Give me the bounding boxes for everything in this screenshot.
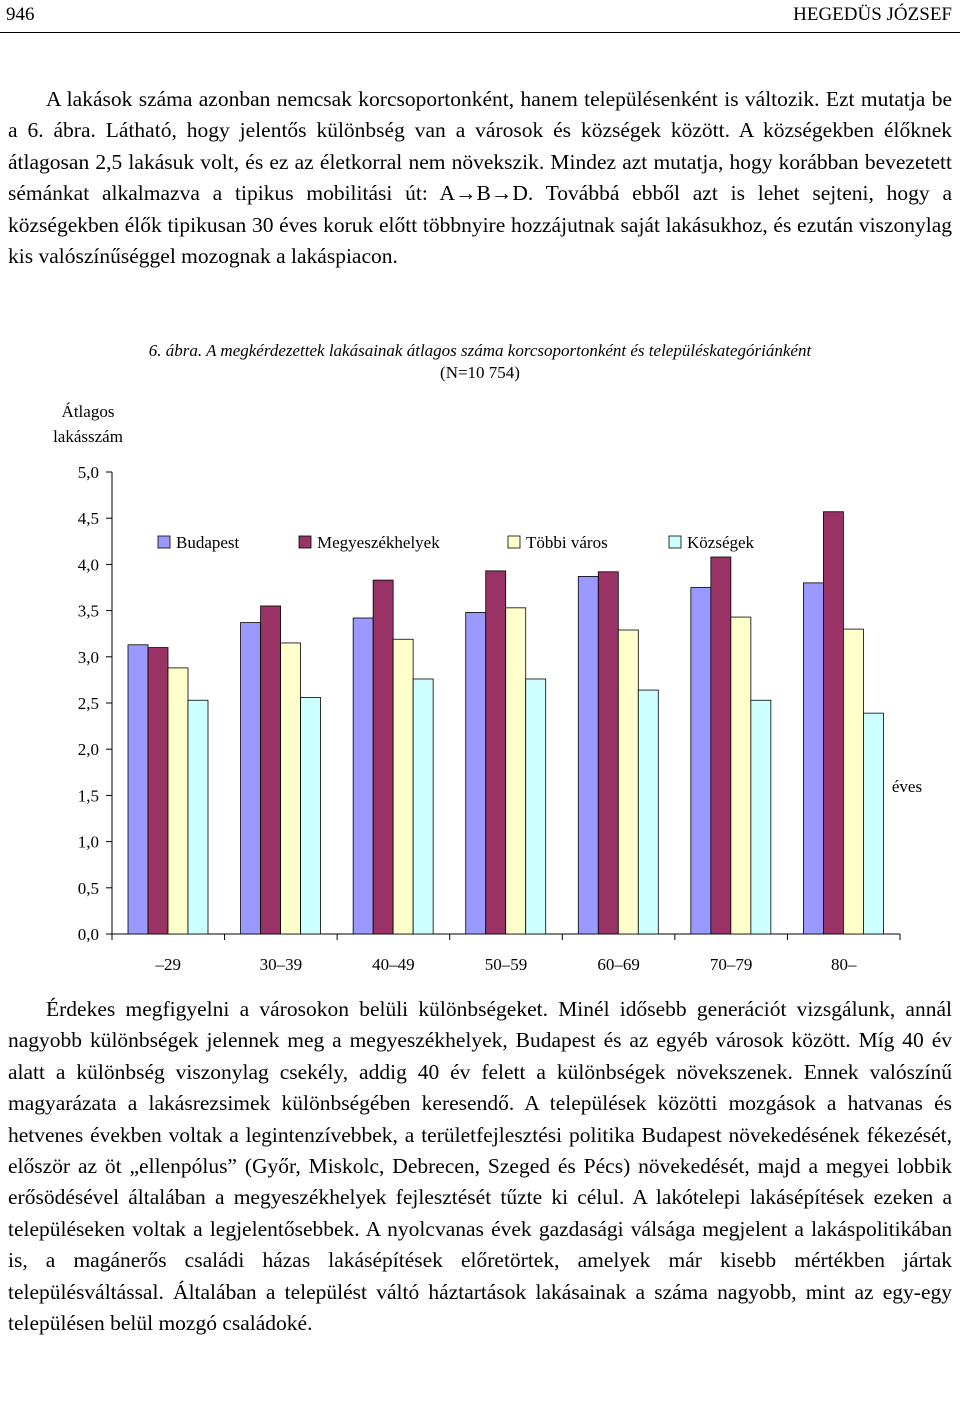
bar: [823, 512, 843, 934]
bar: [506, 608, 526, 934]
bar: [578, 576, 598, 934]
y-tick-label: 3,5: [77, 601, 99, 621]
legend-label: Budapest: [176, 533, 240, 552]
y-tick-label: 1,0: [77, 832, 99, 852]
bar: [148, 648, 168, 934]
x-tick-label: 70–79: [709, 955, 753, 974]
header-rule: [0, 32, 960, 33]
figure-caption: [0, 340, 960, 384]
y-tick-label: 2,5: [77, 694, 99, 713]
y-tick-label: 5,0: [77, 463, 99, 482]
page-header: [0, 0, 960, 34]
bar: [168, 668, 188, 934]
y-axis-label-line1: Átlagos: [61, 402, 115, 421]
page-number: 946: [6, 4, 35, 25]
bar: [731, 617, 751, 934]
bar: [526, 679, 546, 934]
figure-subtitle: (N=10 754): [440, 363, 520, 382]
bar: [281, 643, 301, 934]
bar-chart-svg: [0, 390, 960, 990]
bar-chart: [0, 390, 960, 990]
x-tick-label: 60–69: [597, 955, 640, 974]
bar: [373, 580, 393, 934]
paragraph-intro: A lakások száma azonban nemcsak korcsoportonként, hanem településenként is változik. Ezt mutatja be a 6. ábra. Látható, hogy jelentős különbség van a városok és községek között. A községekben élőknek átlagosan 2,5 lakásuk volt, és ez az életkorral nem növekszik. Mindez azt mutatja, hogy korábban bevezetett sémánkat alkalmazva a tipikus mobilitási út: A→B→D. Továbbá ebből azt is lehet sejteni, hogy a községekben élők tipikusan 30 éves koruk előtt többnyire hozzájutnak saját lakásukhoz, és ezután viszonylag kis valószínűséggel mozognak a lakáspiacon.: [8, 87, 952, 269]
bar: [638, 690, 658, 934]
paragraph-discussion: Érdekes megfigyelni a városokon belüli különbségeket. Minél idősebb generációt vizsgálunk, annál nagyobb különbségek jelennek meg a megyeszékhelyek, Budapest és az egyéb városok között. Míg 40 év alatt a különbség viszonylag csekély, addig 40 év felett a különbségek növekszenek. Ennek valószínű magyarázata a lakásrezsimek különbségében keresendő. A települések közötti mozgások a hatvanas és hetvenes években voltak a legintenzívebbek, a területfejlesztési politika Budapest növekedésének fékezését, először az öt „ellenpólus” (Győr, Miskolc, Debrecen, Szeged és Pécs) növekedését, majd a megyei lobbik erősödésével általában a megyeszékhelyek fejlesztését tűzte ki célul. A lakótelepi lakásépítések ezeken a településeken voltak a legjelentősebbek. A nyolcvanas évek gazdasági válsága megjelent a lakáspolitikában is, a magánerős családi házas lakásépítések előretörtek, amelyek már kisebb mértékben jártak településváltással. Általában a települést váltó háztartások lakásainak a száma nagyobb, mint az egy-egy településen belül mozgó családoké.: [8, 997, 952, 1336]
legend-swatch: [299, 536, 311, 548]
y-tick-label: 4,5: [77, 509, 99, 529]
bar: [711, 557, 731, 934]
bar: [751, 700, 771, 934]
bar: [393, 639, 413, 934]
legend-label: Községek: [687, 533, 755, 552]
x-tick-label: 80–: [830, 955, 857, 974]
bar: [261, 606, 281, 934]
legend-label: Többi város: [526, 533, 608, 552]
bar: [843, 629, 863, 934]
y-axis-label-line2: lakásszám: [53, 427, 123, 446]
bar: [353, 618, 373, 934]
x-axis-label: éves: [891, 777, 923, 796]
y-tick-label: 0,0: [77, 925, 99, 944]
bar: [301, 697, 321, 934]
y-tick-label: 3,0: [77, 647, 99, 667]
bar: [188, 700, 208, 934]
bar: [618, 630, 638, 934]
bar: [598, 572, 618, 934]
bar: [803, 583, 823, 934]
y-tick-label: 0,5: [77, 878, 99, 898]
legend-swatch: [508, 536, 520, 548]
legend-swatch: [158, 536, 170, 548]
x-tick-label: 50–59: [484, 955, 528, 974]
bar: [413, 679, 433, 934]
bar: [691, 588, 711, 935]
bar: [486, 571, 506, 934]
legend-label: Megyeszékhelyek: [317, 533, 440, 552]
x-tick-label: 40–49: [372, 955, 415, 974]
figure-title: 6. ábra. A megkérdezettek lakásainak átlagos száma korcsoportonként és településkategóriánként: [148, 341, 812, 360]
y-tick-label: 4,0: [77, 555, 99, 575]
running-head-author: HEGEDÜS JÓZSEF: [793, 4, 952, 25]
bar: [863, 713, 883, 934]
bar: [128, 645, 148, 934]
y-tick-label: 1,5: [77, 786, 99, 806]
y-tick-label: 2,0: [77, 740, 99, 760]
legend-swatch: [669, 536, 681, 548]
bar: [466, 612, 486, 934]
x-tick-label: 30–39: [259, 955, 303, 974]
x-tick-label: –29: [155, 955, 182, 974]
bar: [241, 623, 261, 934]
